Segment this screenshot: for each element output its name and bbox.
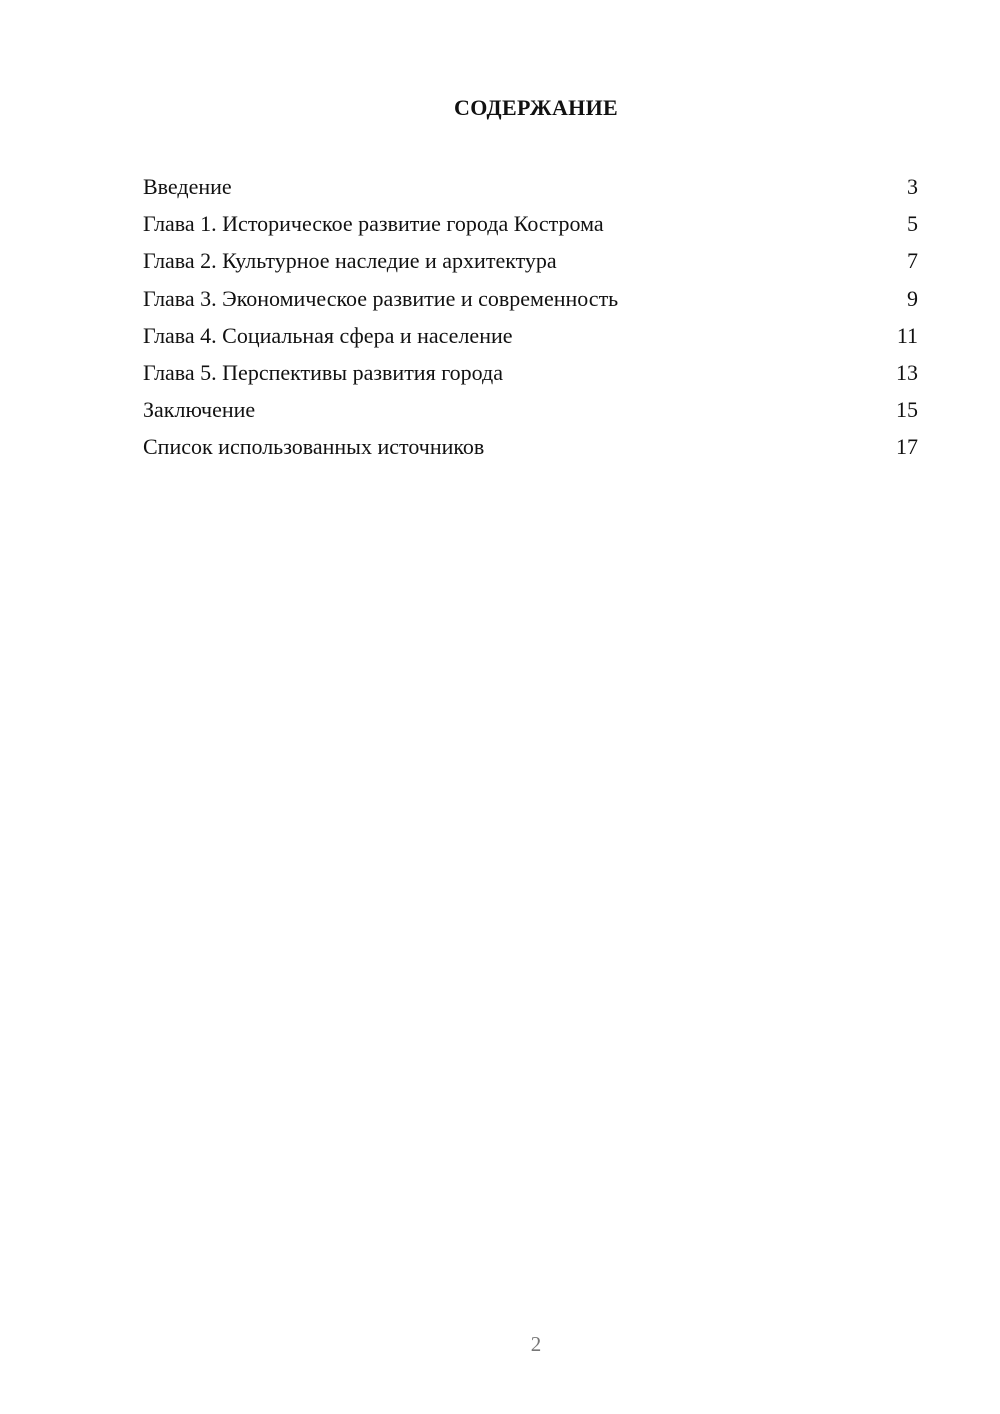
toc-entry-introduction	[143, 168, 918, 205]
toc-entry-chapter-3	[143, 280, 918, 317]
toc-entry-page-number: 13	[896, 359, 918, 385]
page-title: СОДЕРЖАНИЕ	[454, 95, 618, 120]
toc-entry-label: Глава 1. Историческое развитие города Кострома	[143, 211, 604, 237]
toc-entry-label: Глава 2. Культурное наследие и архитектура	[143, 248, 557, 274]
toc-entry-page-number: 9	[907, 285, 918, 311]
toc-entry-page-number: 7	[907, 248, 918, 274]
toc-entry-conclusion	[143, 391, 918, 428]
toc-entry-references	[143, 428, 918, 465]
toc-entry-chapter-1	[143, 205, 918, 242]
toc-entry-page-number: 15	[896, 397, 918, 423]
page-number: 2	[530, 1332, 542, 1356]
toc-entry-chapter-5	[143, 354, 918, 391]
toc-entry-label: Введение	[143, 174, 232, 199]
toc-entry-label: Список использованных источников	[143, 434, 485, 460]
toc-entry-label: Глава 3. Экономическое развитие и современность	[143, 285, 619, 311]
toc-entry-page-number: 3	[907, 174, 918, 199]
toc-entry-label: Глава 4. Социальная сфера и население	[143, 322, 513, 348]
toc-entry-label: Глава 5. Перспективы развития города	[143, 359, 504, 385]
toc-entry-label: Заключение	[143, 397, 256, 423]
toc-entry-chapter-4	[143, 317, 918, 354]
toc-entry-chapter-2	[143, 242, 918, 279]
toc-entry-page-number: 17	[896, 434, 918, 460]
table-of-contents	[143, 168, 918, 466]
toc-entry-page-number: 11	[896, 322, 918, 348]
toc-entry-page-number: 5	[907, 211, 918, 237]
